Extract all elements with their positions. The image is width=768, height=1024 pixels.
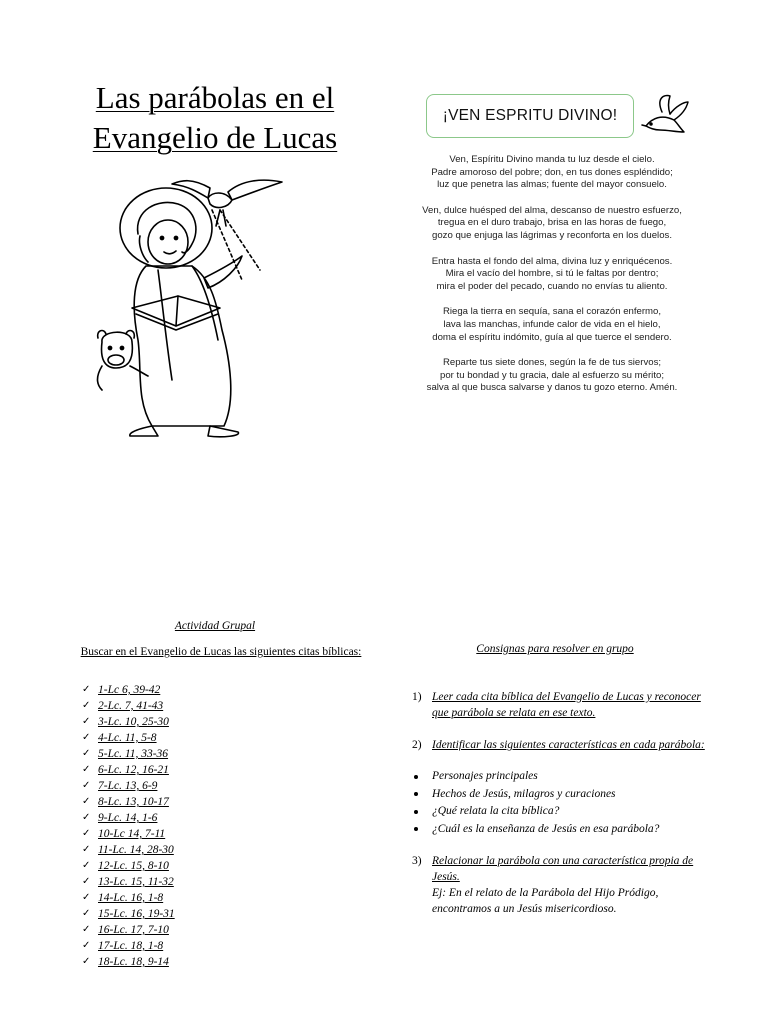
characteristic-text: Hechos de Jesús, milagros y curaciones [432,787,616,800]
check-icon: ✓ [82,860,91,871]
prayer-line: salva al que busca salvarse y danos tu gozo eterno. Amén. [426,382,678,394]
list-item [82,794,175,810]
prayer-line: mira el poder del pecado, cuando no envías tu aliento. [436,280,668,292]
check-icon: ✓ [82,764,91,775]
cita-reference: 7-Lc. 13, 6-9 [98,780,158,792]
check-icon: ✓ [82,812,91,823]
list-item [82,874,175,890]
consigna-2 [412,737,712,753]
prayer-stanza-5 [396,357,708,395]
bullet-icon [414,827,418,831]
cita-reference: 13-Lc. 15, 11-32 [98,876,174,888]
list-item [82,922,175,938]
list-item [82,714,175,730]
characteristic-text: ¿Qué relata la cita bíblica? [432,805,560,817]
cita-reference: 9-Lc. 14, 1-6 [98,812,158,824]
check-icon: ✓ [82,892,91,903]
consigna-text: Leer cada cita bíblica del Evangelio de Lucas y reconocer que parábola se relata en ese texto. [432,691,701,719]
consigna-number: 2) [412,739,422,751]
characteristic-text: Personajes principales [432,770,538,782]
consigna-text: Relacionar la parábola con una característica propia de Jesús. [432,855,694,883]
dove-icon [640,92,692,140]
list-item [414,786,659,804]
list-item [82,938,175,954]
cita-reference: 1-Lc 6, 39-42 [98,684,161,696]
prayer-line: Ven, Espíritu Divino manda tu luz desde el cielo. [449,154,655,165]
cita-reference: 12-Lc. 15, 8-10 [98,860,169,872]
list-item [82,810,175,826]
list-item [82,890,175,906]
prayer-line: luz que penetra las almas; fuente del mayor consuelo. [437,179,667,191]
bullet-icon [414,810,418,814]
check-icon: ✓ [82,732,91,743]
check-icon: ✓ [82,700,91,711]
characteristic-text: ¿Cuál es la enseñanza de Jesús en esa parábola? [432,822,660,835]
cita-reference: 10-Lc 14, 7-11 [98,828,166,840]
prayer-line: Mira el vacío del hombre, si tú le faltas por dentro; [445,268,659,280]
citas-list [82,682,175,970]
check-icon: ✓ [82,684,91,695]
consigna-text: Identificar las siguientes características en cada parábola: [432,739,705,751]
cita-reference: 14-Lc. 16, 1-8 [98,892,164,904]
consigna-example: Ej: En el relato de la Parábola del Hijo Pródigo, encontramos a un Jesús misericordioso. [432,887,659,915]
prayer-stanza-2 [396,205,708,243]
list-item [82,730,175,746]
consigna-1 [412,689,712,721]
list-item [82,842,175,858]
prayer-line: gozo que enjuga las lágrimas y reconforta en los duelos. [432,229,672,241]
cita-reference: 8-Lc. 13, 10-17 [98,796,169,808]
list-item [82,954,175,970]
check-icon: ✓ [82,844,91,855]
prayer-line: Entra hasta el fondo del alma, divina luz y enriquécenos. [431,255,673,267]
prayer-text [396,154,708,408]
cita-reference: 5-Lc. 11, 33-36 [98,748,169,760]
bullet-icon [414,775,418,779]
check-icon: ✓ [82,876,91,887]
list-item [414,803,659,821]
check-icon: ✓ [82,956,91,967]
prayer-stanza-3 [396,256,708,294]
check-icon: ✓ [82,716,91,727]
cita-reference: 3-Lc. 10, 25-30 [98,716,169,728]
cita-reference: 2-Lc. 7, 41-43 [98,700,164,712]
check-icon: ✓ [82,748,91,759]
list-item [82,746,175,762]
page-title [70,78,360,158]
cita-reference: 11-Lc. 14, 28-30 [98,844,174,856]
cita-reference: 15-Lc. 16, 19-31 [98,908,175,920]
prayer-line: Padre amoroso del pobre; don, en tus dones espléndido; [431,166,673,178]
cita-reference: 4-Lc. 11, 5-8 [98,732,157,744]
cita-reference: 6-Lc. 12, 16-21 [98,764,169,776]
consignas-title: Consignas para resolver en grupo [476,643,634,655]
list-item [82,858,175,874]
check-icon: ✓ [82,924,91,935]
page-title-line-2: Evangelio de Lucas [92,120,338,155]
prayer-line: Reparte tus siete dones, según la fe de tus siervos; [442,357,662,369]
cita-reference: 18-Lc. 18, 9-14 [98,956,169,968]
check-icon: ✓ [82,940,91,951]
consigna-number: 1) [412,691,422,703]
prayer-line: Ven, dulce huésped del alma, descanso de nuestro esfuerzo, [422,204,682,216]
prayer-stanza-4 [396,306,708,344]
list-item [82,682,175,698]
prayer-line: lava las manchas, infunde calor de vida en el hielo, [443,318,661,330]
prayer-line: doma el espíritu indómito, guía al que tuerce el sendero. [432,331,672,343]
activity-instruction: Buscar en el Evangelio de Lucas las siguientes citas bíblicas: [80,646,362,658]
prayer-heading-box [426,94,634,138]
page-title-line-1: Las parábolas en el [95,80,335,115]
activity-title: Actividad Grupal [174,620,256,632]
prayer-line: Riega la tierra en sequía, sana el corazón enfermo, [442,306,662,318]
list-item [82,826,175,842]
list-item [82,698,175,714]
check-icon: ✓ [82,908,91,919]
prayer-line: tregua en el duro trabajo, brisa en las horas de fuego, [437,217,667,229]
saint-luke-illustration [92,170,292,440]
prayer-line: por tu bondad y tu gracia, dale al esfuerzo su mérito; [440,369,664,381]
cita-reference: 17-Lc. 18, 1-8 [98,940,164,952]
check-icon: ✓ [82,780,91,791]
check-icon: ✓ [82,828,91,839]
consigna-3 [412,853,712,917]
cita-reference: 16-Lc. 17, 7-10 [98,924,169,936]
list-item [82,906,175,922]
bullet-icon [414,792,418,796]
list-item [414,821,659,839]
list-item [82,762,175,778]
list-item [82,778,175,794]
check-icon: ✓ [82,796,91,807]
characteristics-list [414,768,659,838]
prayer-heading: ¡VEN ESPRITU DIVINO! [442,107,618,124]
consigna-number: 3) [412,855,422,867]
list-item [414,768,659,786]
prayer-stanza-1 [396,154,708,192]
